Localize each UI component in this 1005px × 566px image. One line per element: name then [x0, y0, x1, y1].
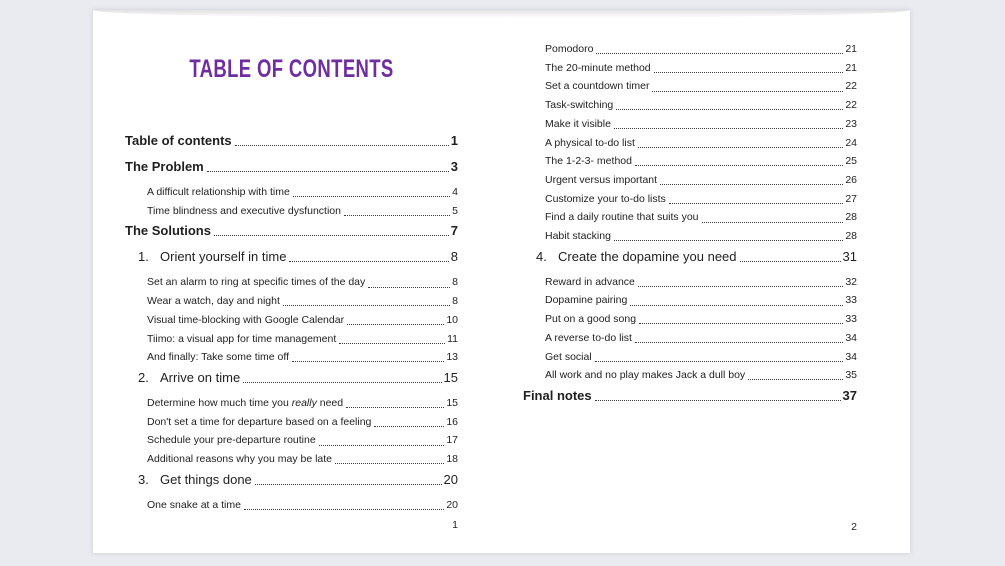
- toc-entry[interactable]: [523, 366, 857, 385]
- toc-entry-page: 13: [446, 351, 458, 364]
- toc-entry-page: 24: [845, 136, 857, 149]
- page-number-footer-right: 2: [851, 521, 857, 533]
- dot-leader: [595, 348, 844, 362]
- dot-leader: [293, 183, 450, 197]
- toc-entry[interactable]: [523, 59, 857, 78]
- toc-entry-label: Don't set a time for departure based on a feeling: [147, 415, 372, 428]
- toc-entry[interactable]: [523, 386, 857, 405]
- toc-entry[interactable]: [523, 115, 857, 134]
- toc-entry-label: One snake at a time: [147, 498, 241, 511]
- toc-entry-label: A difficult relationship with time: [147, 186, 290, 198]
- toc-entry-label: Task-switching: [545, 99, 614, 112]
- toc-entry[interactable]: [125, 221, 458, 240]
- dot-leader: [638, 273, 843, 287]
- dot-leader: [335, 450, 444, 464]
- toc-entry-page: 5: [452, 204, 458, 217]
- dot-leader: [207, 157, 449, 172]
- toc-entry[interactable]: [125, 183, 458, 202]
- toc-title: TABLE OF CONTENTS: [189, 55, 394, 83]
- toc-entry-number: 2.: [138, 369, 149, 385]
- toc-entry-page: 17: [446, 434, 458, 447]
- toc-entry[interactable]: [125, 470, 458, 489]
- toc-entry-label: Get things done: [160, 471, 252, 487]
- dot-leader: [616, 96, 843, 110]
- dot-leader: [289, 247, 448, 262]
- toc-entry-page: 3: [450, 159, 458, 174]
- dot-leader: [374, 413, 444, 427]
- toc-entry-label: Pomodoro: [545, 43, 594, 55]
- toc-entry[interactable]: [523, 134, 857, 153]
- toc-entry-label: Find a daily routine that suits you: [545, 211, 699, 224]
- toc-entry[interactable]: [523, 227, 857, 246]
- toc-entry-label: Put on a good song: [545, 313, 637, 326]
- toc-entry-label: Table of contents: [125, 133, 232, 148]
- dot-leader: [346, 394, 444, 408]
- dot-leader: [319, 431, 445, 445]
- toc-entry-page: 25: [845, 155, 857, 168]
- toc-entry-page: 11: [447, 332, 458, 345]
- toc-entry[interactable]: [125, 247, 458, 266]
- toc-entry-label: Reward in advance: [545, 275, 635, 288]
- toc-entry-label: The Solutions: [125, 223, 211, 239]
- toc-entry-label: Arrive on time: [160, 369, 241, 385]
- toc-entry-page: 28: [845, 230, 857, 243]
- toc-entry[interactable]: [523, 171, 857, 190]
- toc-entry-page: 34: [845, 331, 857, 344]
- dot-leader: [639, 310, 843, 324]
- toc-entry-label: Customize your to-do lists: [545, 192, 666, 205]
- toc-entry-label: Make it visible: [545, 117, 611, 130]
- dot-leader: [702, 208, 844, 222]
- toc-entry[interactable]: [125, 157, 458, 176]
- toc-entry-page: 18: [446, 453, 458, 466]
- toc-entry-label: Set a countdown timer: [545, 80, 650, 93]
- toc-entry[interactable]: [523, 40, 857, 59]
- toc-entry-page: 26: [845, 173, 857, 186]
- toc-entry[interactable]: [125, 368, 458, 387]
- toc-entry-page: 35: [845, 369, 857, 382]
- dot-leader: [292, 348, 444, 362]
- toc-entry-label: Time blindness and executive dysfunction: [147, 204, 341, 217]
- toc-entry-page: 21: [845, 43, 857, 55]
- toc-entry[interactable]: [125, 348, 458, 367]
- toc-entry-label: Final notes: [523, 387, 592, 403]
- toc-entry-label: Schedule your pre-departure routine: [147, 434, 316, 447]
- toc-entry-label: Orient yourself in time: [160, 249, 287, 265]
- toc-entry[interactable]: [523, 348, 857, 367]
- toc-entry-page: 15: [446, 396, 458, 409]
- toc-entry[interactable]: [125, 496, 458, 515]
- toc-entry-label: All work and no play makes Jack a dull boy: [545, 369, 746, 382]
- toc-entry[interactable]: [523, 310, 857, 329]
- dot-leader: [654, 59, 844, 73]
- toc-entry-page: 15: [443, 369, 458, 385]
- dot-leader: [635, 152, 843, 166]
- toc-entry[interactable]: [125, 202, 458, 221]
- toc-entry[interactable]: [523, 96, 857, 115]
- toc-right-column: [523, 40, 857, 412]
- dot-leader: [339, 330, 445, 344]
- toc-entry[interactable]: [125, 394, 458, 413]
- toc-entry-page: 22: [845, 99, 857, 112]
- toc-entry[interactable]: [125, 311, 458, 330]
- dot-leader: [614, 227, 843, 241]
- toc-entry-label: The 1-2-3- method: [545, 155, 632, 168]
- toc-entry-page: 20: [443, 471, 458, 487]
- toc-entry-label: Get social: [545, 350, 592, 363]
- toc-entry-label: Visual time-blocking with Google Calendar: [147, 313, 345, 326]
- dot-leader: [740, 247, 841, 262]
- toc-entry-label: Wear a watch, day and night: [147, 295, 280, 308]
- toc-entry-page: 27: [845, 192, 857, 205]
- toc-entry-page: 4: [452, 186, 458, 198]
- toc-entry-page: 34: [845, 350, 857, 363]
- toc-entry-page: 20: [446, 498, 458, 511]
- toc-entry-label: Additional reasons why you may be late: [147, 453, 333, 466]
- dot-leader: [652, 77, 843, 91]
- toc-entry-page: 7: [450, 223, 458, 239]
- toc-entry-label: And finally: Take some time off: [147, 351, 290, 364]
- toc-entry[interactable]: [523, 77, 857, 96]
- toc-entry-label: Dopamine pairing: [545, 294, 628, 307]
- toc-entry[interactable]: [523, 291, 857, 310]
- dot-leader: [255, 470, 442, 485]
- dot-leader: [635, 329, 843, 343]
- dot-leader: [214, 221, 449, 236]
- dot-leader: [638, 134, 843, 148]
- toc-entry-page: 8: [452, 295, 458, 308]
- toc-entry[interactable]: [125, 450, 458, 469]
- toc-left-column: [125, 130, 458, 514]
- toc-entry-page: 21: [845, 61, 857, 74]
- toc-entry-page: 33: [845, 294, 857, 307]
- toc-entry-label: The Problem: [125, 159, 204, 174]
- toc-entry[interactable]: [125, 131, 458, 150]
- toc-entry-page: 16: [446, 415, 458, 428]
- dot-leader: [630, 291, 843, 305]
- dot-leader: [244, 496, 444, 510]
- dot-leader: [243, 368, 441, 383]
- toc-entry-label: The 20-minute method: [545, 61, 651, 74]
- dot-leader: [596, 40, 843, 54]
- toc-entry[interactable]: [125, 330, 458, 349]
- toc-entry-number: 3.: [138, 471, 149, 487]
- toc-entry[interactable]: [523, 247, 857, 266]
- toc-entry-number: 1.: [138, 249, 149, 265]
- dot-leader: [660, 171, 843, 185]
- dot-leader: [595, 386, 841, 401]
- toc-entry-label: Tiimo: a visual app for time management: [147, 332, 337, 345]
- toc-entry[interactable]: [523, 329, 857, 348]
- toc-entry[interactable]: [523, 190, 857, 209]
- toc-entry-number: 4.: [536, 248, 547, 264]
- toc-entry-label: Urgent versus important: [545, 173, 658, 186]
- dot-leader: [368, 273, 450, 287]
- toc-entry-page: 22: [845, 80, 857, 93]
- toc-entry[interactable]: [523, 273, 857, 292]
- document-sheet: [93, 10, 910, 553]
- dot-leader: [669, 190, 844, 204]
- page-number-footer-left: 1: [452, 519, 458, 531]
- toc-entry-page: 37: [842, 387, 857, 403]
- toc-entry-label: Create the dopamine you need: [558, 248, 737, 264]
- toc-entry[interactable]: [523, 152, 857, 171]
- toc-entry[interactable]: [125, 292, 458, 311]
- toc-entry-label: Set an alarm to ring at specific times of the day: [147, 276, 366, 289]
- toc-entry-page: 10: [446, 313, 458, 326]
- toc-entry-page: 33: [845, 313, 857, 326]
- toc-entry[interactable]: [125, 273, 458, 292]
- toc-entry[interactable]: [125, 431, 458, 450]
- toc-entry-page: 8: [452, 276, 458, 289]
- toc-entry-page: 28: [845, 211, 857, 224]
- dot-leader: [283, 292, 450, 306]
- toc-entry-page: 23: [845, 117, 857, 130]
- dot-leader: [614, 115, 843, 129]
- toc-entry-label: A reverse to-do list: [545, 331, 632, 344]
- toc-entry[interactable]: [523, 208, 857, 227]
- toc-entry-page: 8: [450, 249, 458, 265]
- toc-entry-label: Habit stacking: [545, 230, 611, 243]
- dot-leader: [344, 202, 450, 216]
- toc-entry[interactable]: [125, 413, 458, 432]
- toc-entry-page: 32: [845, 275, 857, 288]
- toc-entry-label: Determine how much time you really need: [147, 396, 344, 409]
- dot-leader: [235, 131, 449, 146]
- dot-leader: [748, 366, 843, 380]
- dot-leader: [347, 311, 444, 325]
- toc-entry-page: 31: [842, 248, 857, 264]
- toc-entry-page: 1: [450, 133, 458, 148]
- toc-entry-label: A physical to-do list: [545, 136, 635, 149]
